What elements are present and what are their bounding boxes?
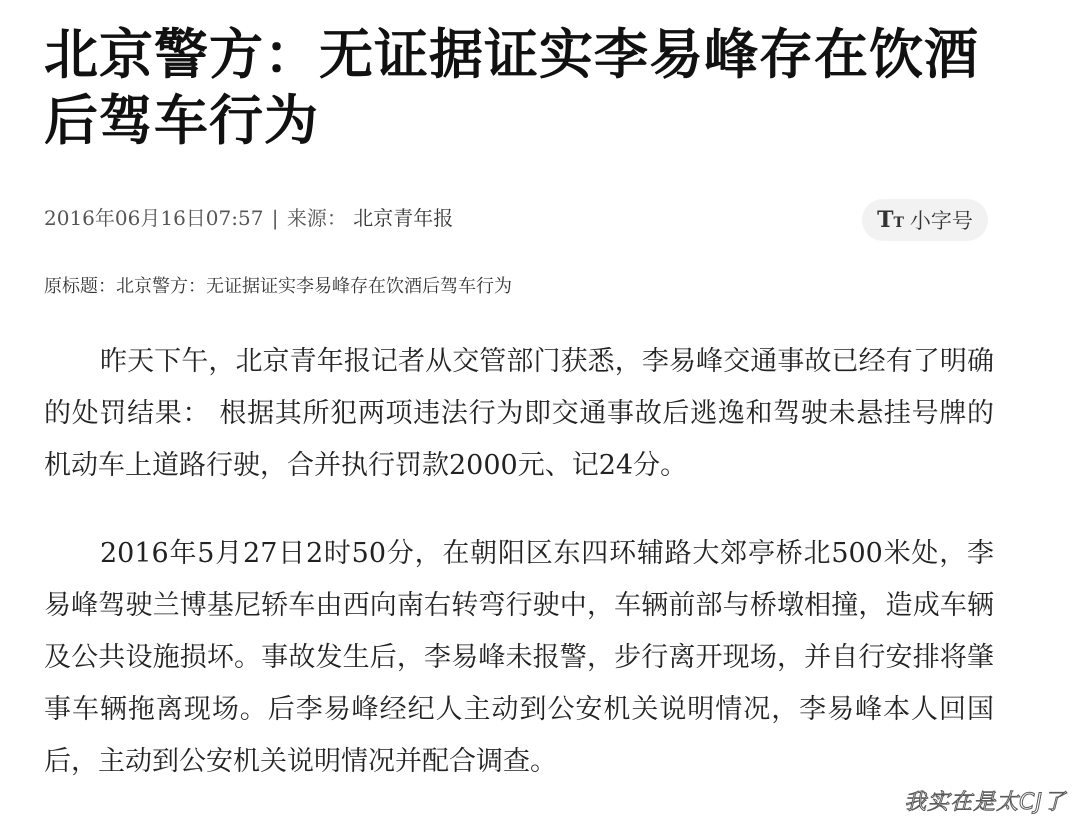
- font-size-toggle-button[interactable]: [862, 199, 988, 241]
- meta-separator: |: [271, 206, 279, 230]
- font-size-toggle-label: 小字号: [909, 209, 973, 233]
- original-title: 原标题：北京警方：无证据证实李易峰存在饮酒后驾车行为: [44, 276, 512, 297]
- article-paragraph: 昨天下午，北京青年报记者从交管部门获悉，李易峰交通事故已经有了明确的处罚结果： 根据其所犯两项违法行为即交通事故后逃逸和驾驶未悬挂号牌的机动车上道路行驶，合并执行罚款2000元、记24分。: [44, 346, 994, 481]
- watermark: 我实在是太CJ了: [904, 790, 1066, 815]
- article-title: 北京警方：无证据证实李易峰存在饮酒后驾车行为: [44, 23, 979, 152]
- tt-font-size-icon: T T: [877, 207, 904, 233]
- publish-datetime: 2016年06月16日07:57: [44, 206, 264, 230]
- source-label: 来源：: [286, 206, 347, 230]
- article-meta: [44, 204, 453, 232]
- article-paragraph: 2016年5月27日2时50分，在朝阳区东四环辅路大郊亭桥北500米处，李易峰驾驶兰博基尼轿车由西向南右转弯行驶中，车辆前部与桥墩相撞，造成车辆及公共设施损坏。事故发生后，李易峰未报警，步行离开现场，并自行安排将肇事车辆拖离现场。后李易峰经纪人主动到公安机关说明情况，李易峰本人回国后，主动到公安机关说明情况并配合调查。: [44, 538, 994, 777]
- source-name: 北京青年报: [353, 206, 454, 230]
